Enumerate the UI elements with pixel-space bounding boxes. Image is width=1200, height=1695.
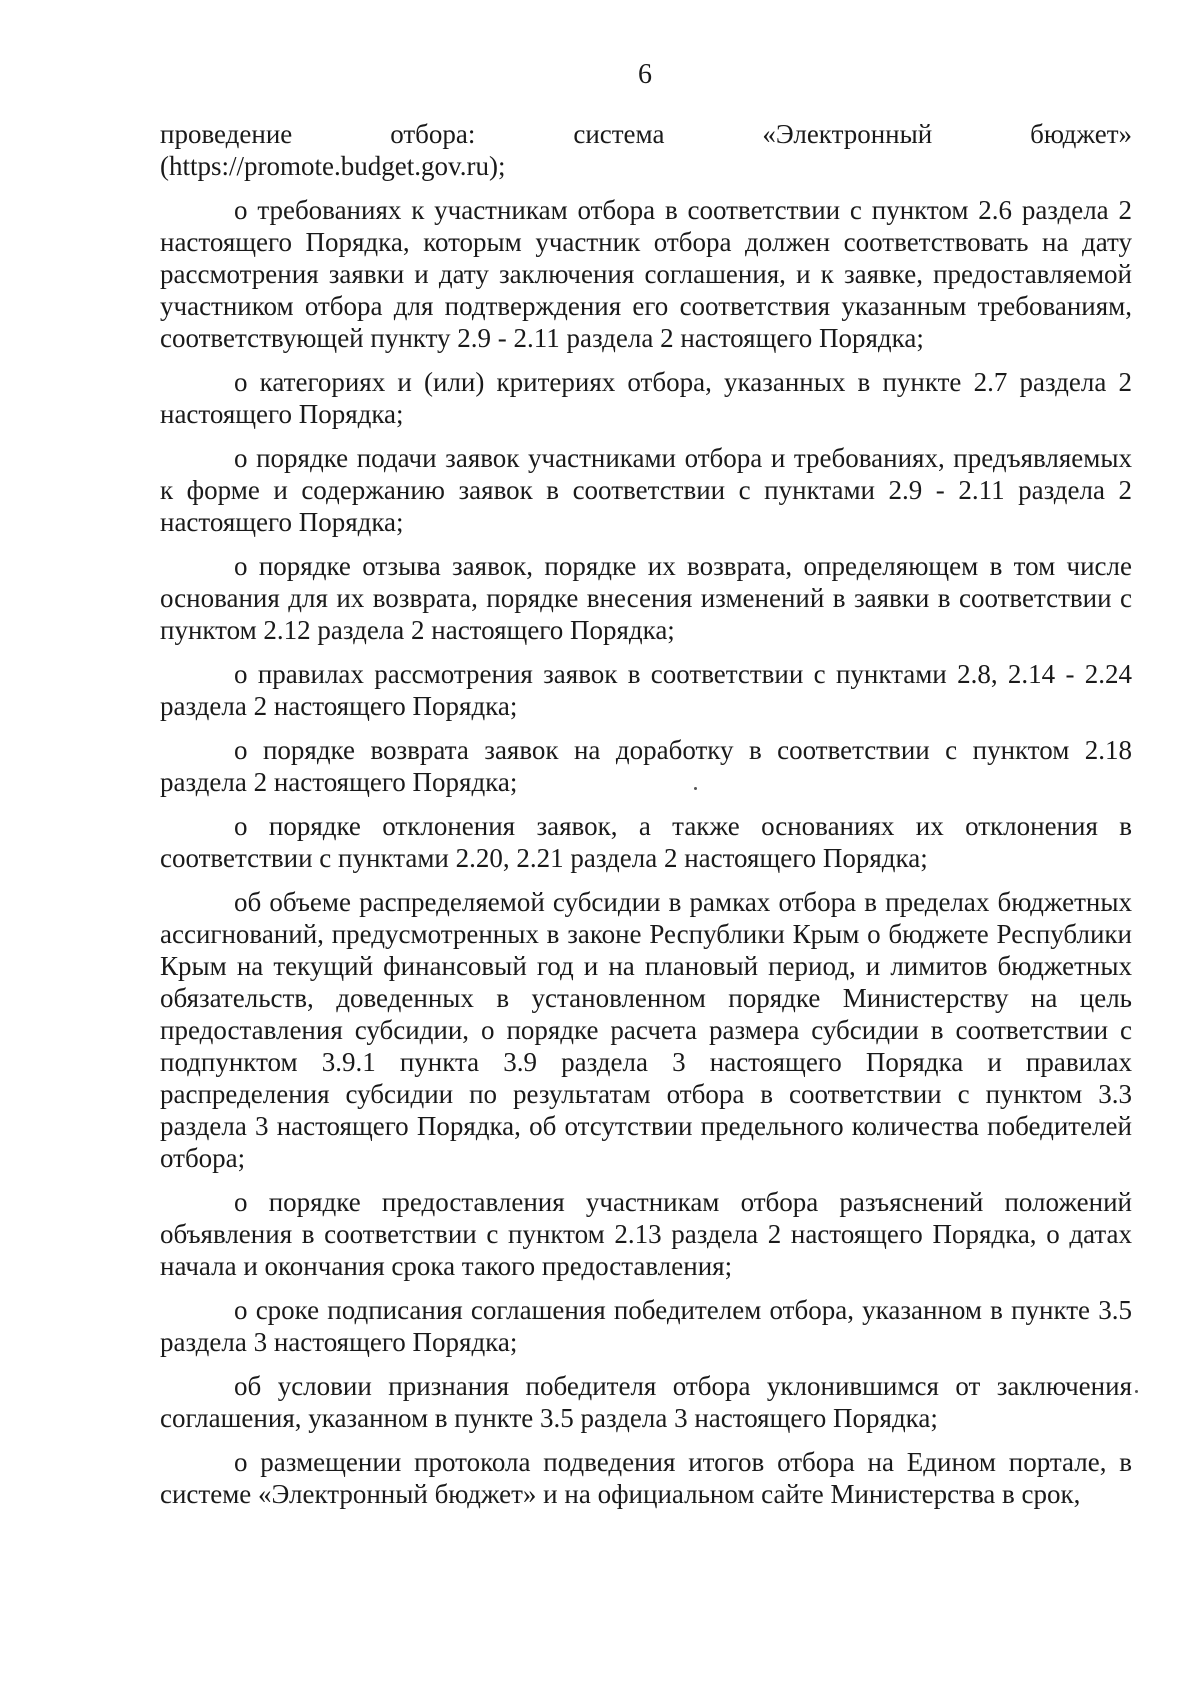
scan-speck: [1135, 1390, 1138, 1393]
paragraph-evasion-condition: об условии признания победителя отбора уклонившимся от заключения соглашения, указанном в пункте 3.5 раздела 3 настоящего Порядка;: [160, 1371, 1132, 1433]
intro-paragraph: [160, 118, 1132, 182]
intro-line: проведение отбора: система «Электронный бюджет»: [160, 119, 1132, 149]
paragraph-rejection: о порядке отклонения заявок, а также основаниях их отклонения в соответствии с пунктами 2.20, 2.21 раздела 2 настоящего Порядка;: [160, 811, 1132, 873]
paragraph-review-rules: о правилах рассмотрения заявок в соответствии с пунктами 2.8, 2.14 - 2.24 раздела 2 настоящего Порядка;: [160, 659, 1132, 721]
paragraph-protocol-publication: о размещении протокола подведения итогов отбора на Едином портале, в системе «Электронный бюджет» и на официальном сайте Министерства в срок,: [160, 1447, 1132, 1509]
paragraph-return-for-revision: о порядке возврата заявок на доработку в соответствии с пунктом 2.18 раздела 2 настоящего Порядка;: [160, 735, 1132, 797]
document-body: [160, 118, 1132, 1522]
intro-url: (https://promote.budget.gov.ru);: [160, 151, 506, 181]
paragraph-application-withdrawal: о порядке отзыва заявок, порядке их возврата, определяющем в том числе основания для их возврата, порядке внесения изменений в заявки в соответствии с пунктом 2.12 раздела 2 настоящего Порядка;: [160, 551, 1132, 645]
paragraph-clarifications: о порядке предоставления участникам отбора разъяснений положений объявления в соответствии с пунктом 2.13 раздела 2 настоящего Порядка, о датах начала и окончания срока такого предоставления;: [160, 1187, 1132, 1281]
paragraph-application-submission: о порядке подачи заявок участниками отбора и требованиях, предъявляемых к форме и содержанию заявок в соответствии с пунктами 2.9 - 2.11 раздела 2 настоящего Порядка;: [160, 443, 1132, 537]
paragraph-selection-criteria: о категориях и (или) критериях отбора, указанных в пункте 2.7 раздела 2 настоящего Порядка;: [160, 367, 1132, 429]
paragraph-participant-requirements: о требованиях к участникам отбора в соответствии с пунктом 2.6 раздела 2 настоящего Порядка, которым участник отбора должен соответствовать на дату рассмотрения заявки и дату заключения соглашения, и к заявке, предоставляемой участником отбора для подтверждения его соответствия указанным требованиям, соответствующей пункту 2.9 - 2.11 раздела 2 настоящего Порядка;: [160, 195, 1132, 353]
page-number: 6: [638, 59, 652, 90]
scan-speck: [694, 787, 697, 790]
paragraph-signing-deadline: о сроке подписания соглашения победителем отбора, указанном в пункте 3.5 раздела 3 настоящего Порядка;: [160, 1295, 1132, 1357]
paragraph-subsidy-volume: об объеме распределяемой субсидии в рамках отбора в пределах бюджетных ассигнований, предусмотренных в законе Республики Крым о бюджете Республики Крым на текущий финансовый год и на плановый период, и лимитов бюджетных обязательств, доведенных в установленном порядке Министерству на цель предоставления субсидии, о порядке расчета размера субсидии в соответствии с подпунктом 3.9.1 пункта 3.9 раздела 3 настоящего Порядка и правилах распределения субсидии по результатам отбора в соответствии с пунктом 3.3 раздела 3 настоящего Порядка, об отсутствии предельного количества победителей отбора;: [160, 887, 1132, 1173]
